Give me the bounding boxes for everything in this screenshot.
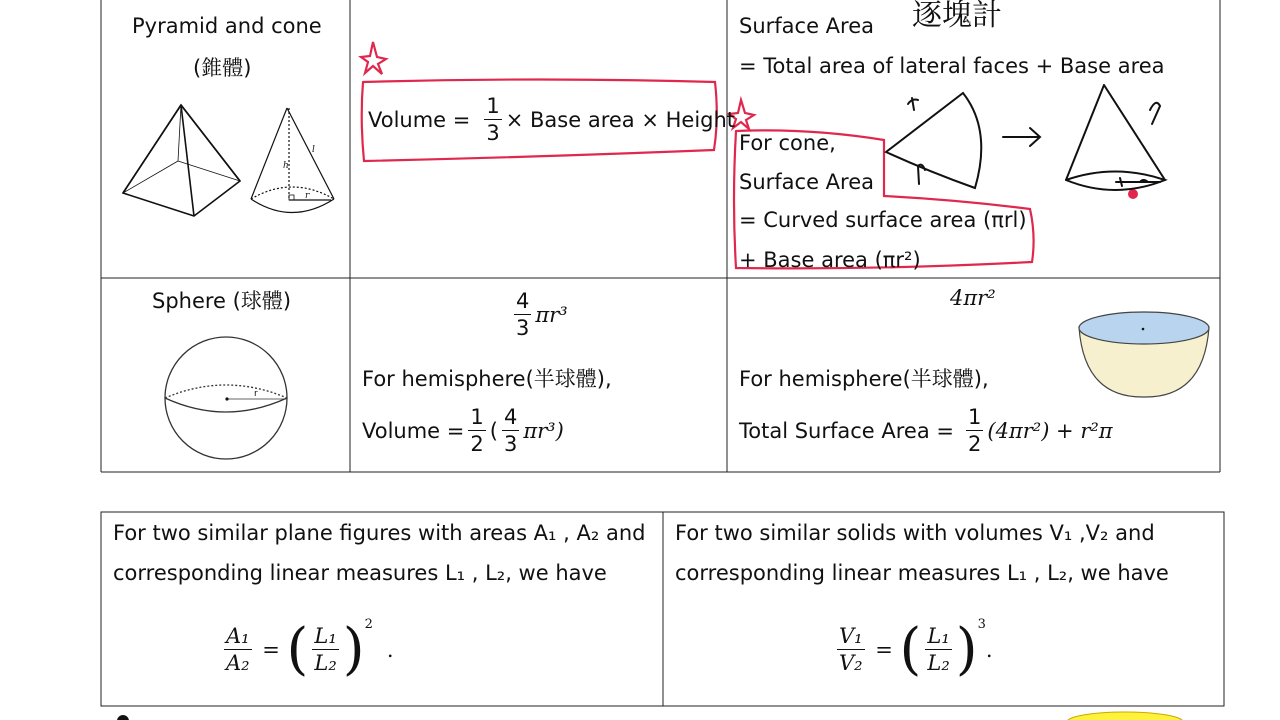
volume-label: Volume = [368,107,471,132]
one-third: $\frac{1}{3}$ [486,94,500,145]
pyramid-label: Pyramid and cone [132,14,322,38]
solid-text-line1: For two similar solids with volumes V₁ ,V₂ and [675,521,1155,545]
highlight-mark [1067,712,1183,720]
svg-text:h: h [283,161,289,171]
cone-base-area: + Base area (πr²) [739,248,921,272]
pointer-dot [1128,189,1138,199]
hemisphere-volume: Volume = $\frac{1}{2}$ ( $\frac{4}{3}$ πr³) [362,405,564,456]
cone-sa-label: Surface Area [739,170,875,194]
svg-text:r: r [305,191,310,201]
plane-text-line2: corresponding linear measures L₁ , L₂, we have [113,561,607,585]
volume-rest: × Base area × Height [505,107,736,132]
hemisphere-tsa: Total Surface Area = $\frac{1}{2}$ (4πr²) + r²π [739,405,1113,456]
plane-text-line1: For two similar plane figures with areas A₁ , A₂ and [113,521,646,545]
handwritten-note: 逐塊計 [912,0,1002,33]
pyramid-cn-label: (錐體) [193,56,252,80]
plane-similarity-formula: $\frac{\text{A₁}}{\text{A₂}}$ = ( $\frac{\text{L₁}}{\text{L₂}}$ ) $^2$ . [226,617,394,682]
hemisphere-figure [1079,312,1209,397]
solid-text-line2: corresponding linear measures L₁ , L₂, we have [675,561,1169,585]
svg-text:r: r [254,389,258,399]
surface-area-formula: = Total area of lateral faces + Base area [739,54,1165,78]
surface-area-label: Surface Area [739,14,875,38]
sphere-surface-area: 4πr² [950,286,996,310]
hemisphere-label-2: For hemisphere(半球體), [739,367,989,391]
solid-similarity-formula: $\frac{\text{V₁}}{\text{V₂}}$ = ( $\frac{\text{L₁}}{\text{L₂}}$ ) $^3$ . [839,617,993,682]
bullet-dot [117,715,129,720]
volume-formula [368,93,735,146]
handwritten-sketch [886,85,1165,190]
cone-for-label: For cone, [739,131,836,155]
svg-text:l: l [312,145,315,155]
sphere-label: Sphere (球體) [152,289,292,313]
cone-curved-area: = Curved surface area (πrl) [739,208,1027,232]
hemisphere-label: For hemisphere(半球體), [362,367,612,391]
pyramid-figure [123,105,240,216]
cone-figure [251,108,334,213]
sphere-volume: $\frac{4}{3}$ πr³ [516,289,568,340]
